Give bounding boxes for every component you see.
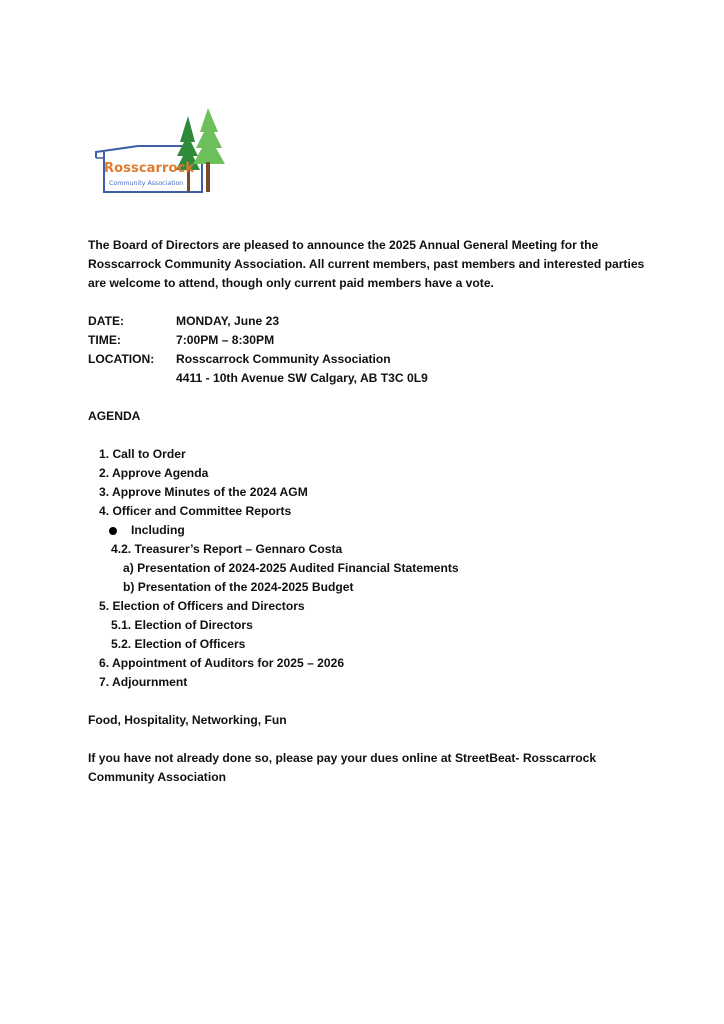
location-label: LOCATION: [88, 352, 155, 366]
agenda-subsubitem: a) Presentation of 2024-2025 Audited Financial Statements [123, 561, 459, 575]
announcement-body [88, 236, 648, 787]
agenda-item: 2. Approve Agenda [99, 466, 209, 480]
agenda-item: Including [131, 523, 185, 537]
bullet-icon [109, 527, 117, 535]
agenda-subitem: 5.2. Election of Officers [111, 637, 246, 651]
agenda-item: 3. Approve Minutes of the 2024 AGM [99, 485, 308, 499]
agenda-item: 5. Election of Officers and Directors [99, 599, 305, 613]
date-label: DATE: [88, 314, 125, 328]
agenda-item: 1. Call to Order [99, 447, 186, 461]
agenda-item: 7. Adjournment [99, 675, 188, 689]
time-label: TIME: [88, 333, 121, 347]
agenda-item: 4. Officer and Committee Reports [99, 504, 292, 518]
time-value: 7:00PM – 8:30PM [176, 333, 275, 347]
closing-line: Food, Hospitality, Networking, Fun [88, 713, 287, 727]
agenda-list [88, 445, 648, 692]
agenda-subitem: 4.2. Treasurer’s Report – Gennaro Costa [111, 542, 343, 556]
agenda-item: 6. Appointment of Auditors for 2025 – 2026 [99, 656, 345, 670]
agenda-bullet-item [88, 521, 648, 540]
agenda-subsubitem: b) Presentation of the 2024-2025 Budget [123, 580, 354, 594]
logo-wordmark: Rosscarrock [104, 161, 195, 176]
dues-notice: If you have not already done so, please pay your dues online at StreetBeat- Rosscarrock Community Association [88, 751, 597, 784]
meeting-details [88, 312, 648, 388]
location-line-1: Rosscarrock Community Association [176, 352, 391, 366]
intro-paragraph: The Board of Directors are pleased to announce the 2025 Annual General Meeting for the Rosscarrock Community Association. All current members, past members and interested parties are welcome to attend, though only current paid members have a vote. [88, 238, 645, 290]
location-line-2: 4411 - 10th Avenue SW Calgary, AB T3C 0L9 [176, 371, 428, 385]
logo-subtitle: Community Association [109, 180, 184, 187]
agenda-subitem: 5.1. Election of Directors [111, 618, 253, 632]
agenda-heading: AGENDA [88, 409, 141, 423]
association-logo [92, 106, 232, 196]
date-value: MONDAY, June 23 [176, 314, 280, 328]
